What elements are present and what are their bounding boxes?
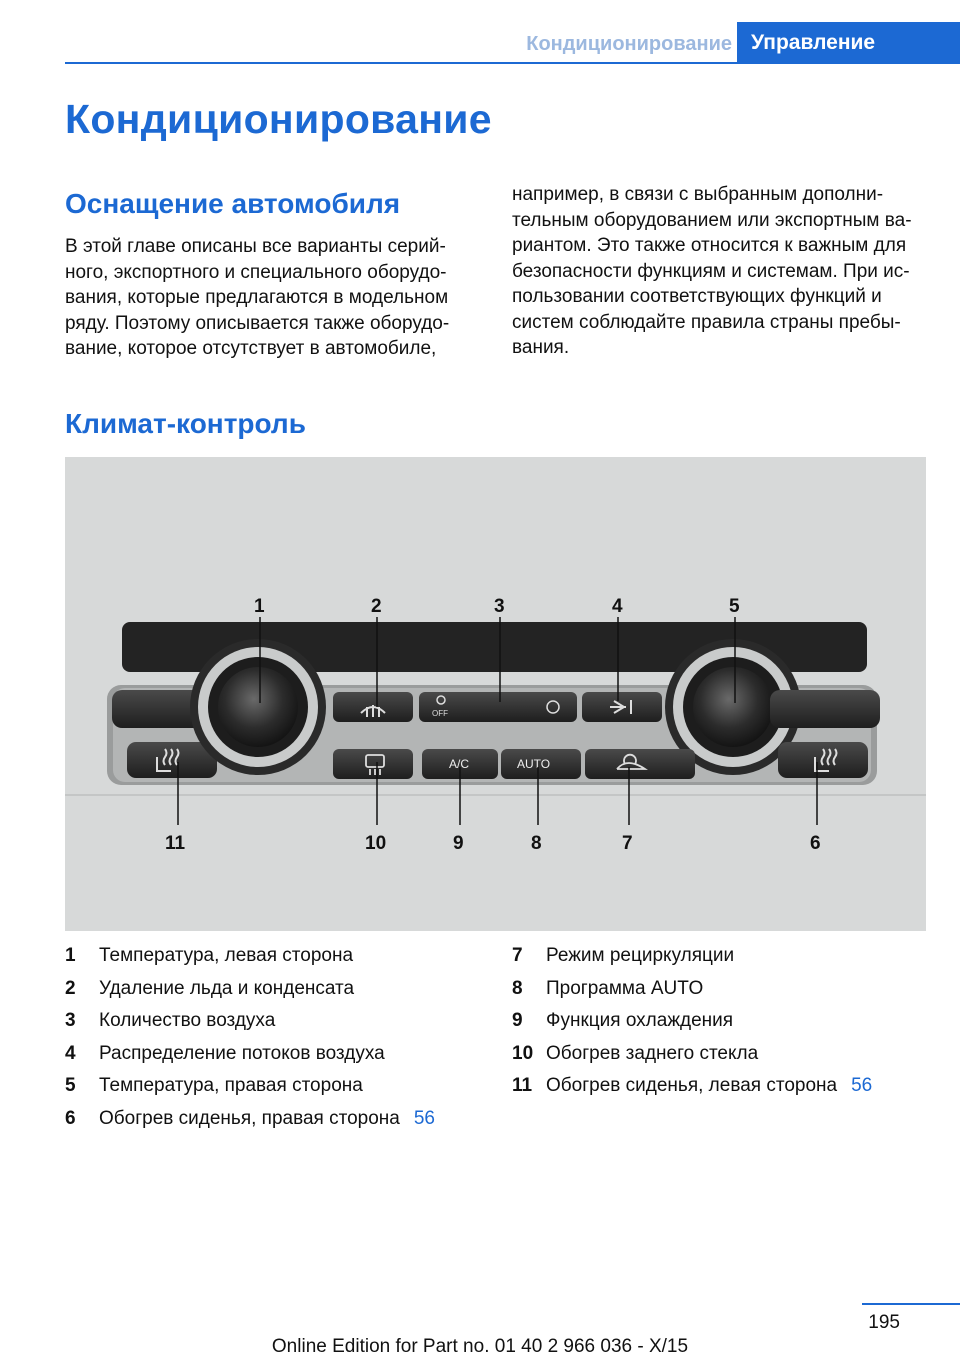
- temperature-left-knob[interactable]: [218, 667, 298, 747]
- legend-item: [65, 1042, 495, 1075]
- callout-9: 9: [453, 833, 464, 854]
- page-reference-link[interactable]: 56: [851, 1075, 873, 1096]
- defrost-button[interactable]: [333, 692, 413, 722]
- callout-3: 3: [494, 596, 505, 617]
- legend-number: 2: [65, 977, 76, 999]
- text-line: вание, которое отсутствует в автомобиле,: [65, 338, 437, 359]
- text-line: В этой главе описаны все варианты серий-: [65, 236, 446, 257]
- text-line: например, в связи с выбранным дополни-: [512, 184, 884, 205]
- legend-item: [65, 1107, 495, 1140]
- rear-window-heating-button[interactable]: [333, 749, 413, 779]
- header-section-title: Кондиционирование: [526, 33, 732, 55]
- callout-10: 10: [365, 833, 387, 854]
- callout-8: 8: [531, 833, 542, 854]
- equipment-text-col1: [65, 234, 485, 362]
- page-title: Кондиционирование: [65, 96, 492, 142]
- callout-7: 7: [622, 833, 633, 854]
- page-number: 195: [868, 1312, 900, 1333]
- auto-button[interactable]: [501, 749, 581, 779]
- recirculation-button[interactable]: [585, 749, 695, 779]
- legend-text: Температура, правая сторона: [99, 1075, 363, 1096]
- legend-item: [65, 977, 495, 1010]
- climate-heading: Климат-контроль: [65, 408, 306, 439]
- legend-text: Программа AUTO: [546, 977, 704, 999]
- legend-number: 6: [65, 1107, 76, 1129]
- text-line: тельным оборудованием или экспортным ва-: [512, 209, 912, 231]
- climate-control-figure: [65, 457, 926, 931]
- text-line: систем соблюдайте правила страны пребы-: [512, 311, 901, 333]
- legend-text: Температура, левая сторона: [99, 945, 354, 966]
- equipment-heading: Оснащение автомобиля: [65, 188, 401, 219]
- legend-number: 4: [65, 1042, 76, 1064]
- legend-number: 9: [512, 1010, 523, 1031]
- legend-number: 7: [512, 945, 523, 966]
- button-ac-label: A/C: [449, 757, 470, 771]
- legend-number: 10: [512, 1042, 534, 1064]
- legend-number: 11: [512, 1075, 533, 1096]
- callout-5: 5: [729, 596, 740, 617]
- legend-item: [512, 1009, 942, 1042]
- legend-text: Обогрев сиденья, правая сторона: [99, 1107, 400, 1129]
- legend-text: Функция охлаждения: [546, 1010, 734, 1031]
- callout-1: 1: [254, 596, 265, 617]
- footer-edition: Online Edition for Part no. 01 40 2 966 036 - X/15: [271, 1336, 689, 1357]
- legend-text: Обогрев сиденья, левая сторона: [546, 1075, 838, 1096]
- callout-11: 11: [165, 833, 186, 854]
- air-distribution-button[interactable]: [582, 692, 662, 722]
- legend-item: [512, 1042, 942, 1075]
- callout-6: 6: [810, 833, 821, 854]
- text-line: риантом. Это также относится к важным для: [512, 235, 907, 256]
- text-line: вания.: [512, 337, 570, 358]
- fan-control-button[interactable]: [419, 692, 577, 722]
- legend-text: Количество воздуха: [99, 1010, 276, 1031]
- right-upper-button[interactable]: [770, 690, 880, 728]
- text-line: вания, которые предлагаются в модельном: [65, 287, 449, 308]
- callout-4: 4: [612, 596, 623, 617]
- text-line: пользовании соответствующих функций и: [512, 286, 882, 307]
- legend-number: 8: [512, 977, 523, 999]
- seat-heating-right-button[interactable]: [778, 742, 868, 778]
- legend-item: [512, 1074, 942, 1107]
- legend-left: [65, 944, 495, 1139]
- text-line: безопасности функциям и системам. При ис-: [512, 260, 910, 282]
- text-line: ряду. Поэтому описывается также оборудо-: [65, 312, 450, 334]
- legend-item: [65, 944, 495, 977]
- text-line: ного, экспортного и специального оборудо-: [65, 261, 447, 283]
- header-chapter-tab: Управление: [737, 22, 960, 64]
- header-rule: [65, 62, 960, 64]
- button-off-label: OFF: [432, 709, 448, 718]
- page-reference-link[interactable]: 56: [413, 1107, 435, 1129]
- legend-item: [512, 944, 942, 977]
- legend-item: [65, 1074, 495, 1107]
- page-number-rule: [862, 1303, 960, 1305]
- callout-2: 2: [371, 596, 382, 617]
- legend-item: [512, 977, 942, 1010]
- legend-text: Режим рециркуляции: [546, 945, 735, 966]
- legend-right: [512, 944, 942, 1107]
- legend-text: Обогрев заднего стекла: [546, 1042, 759, 1064]
- temperature-right-knob[interactable]: [693, 667, 773, 747]
- legend-number: 1: [65, 945, 76, 966]
- equipment-text-col2: [512, 182, 932, 361]
- legend-text: Распределение потоков воздуха: [99, 1042, 385, 1064]
- button-auto-label: AUTO: [517, 757, 551, 771]
- legend-number: 3: [65, 1010, 76, 1031]
- legend-item: [65, 1009, 495, 1042]
- legend-text: Удаление льда и конденсата: [99, 977, 355, 999]
- legend-number: 5: [65, 1075, 76, 1096]
